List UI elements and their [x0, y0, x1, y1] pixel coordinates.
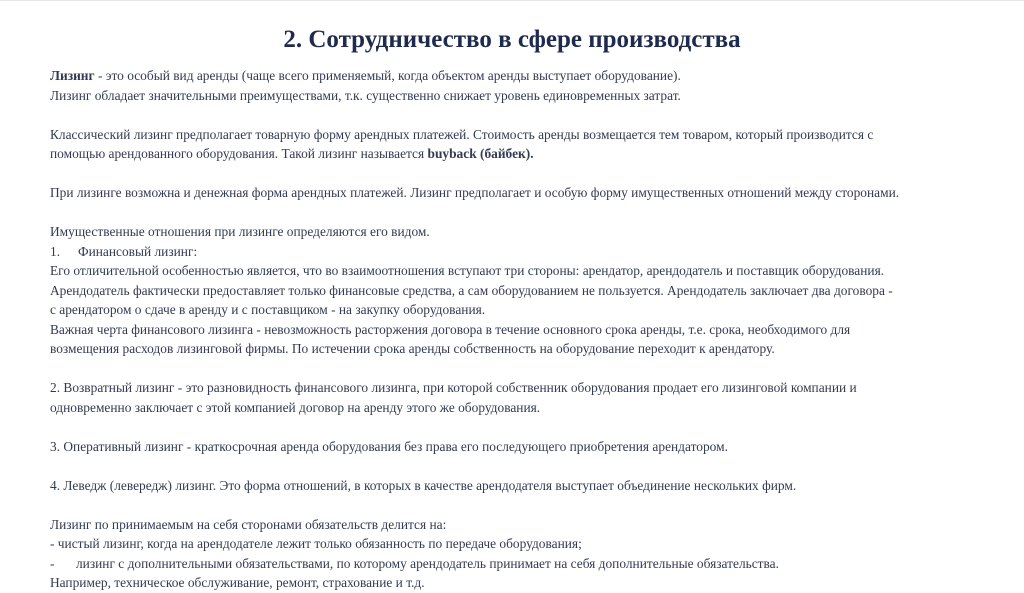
- spacer: [50, 203, 1010, 223]
- spacer: [50, 456, 1010, 476]
- financial-leasing-line-1: Его отличительной особенностью является, что во взаимоотношения вступают три стороны: арендатор, арендодатель и поставщик оборудования.: [50, 263, 885, 278]
- spacer: [50, 417, 1010, 437]
- financial-leasing-line-2: Арендодатель фактически предоставляет только финансовые средства, а сам оборудованием не пользуется. Арендодатель заключает два договора -: [50, 282, 893, 298]
- term-buyback: buyback (байбек).: [427, 146, 534, 161]
- paragraph-example: Например, техническое обслуживание, ремонт, страхование и т.д.: [50, 575, 425, 590]
- spacer: [50, 495, 1010, 515]
- financial-leasing-line-4: Важная черта финансового лизинга - невозможность расторжения договора в течение основного срока аренды, т.е. срока, необходимого для: [50, 321, 851, 337]
- spacer: [50, 105, 1010, 125]
- body-text: [50, 66, 1010, 593]
- spacer: [50, 164, 1010, 184]
- spacer: [50, 359, 1010, 379]
- paragraph-return-leasing-line-2: одновременно заключает с этой компанией договор на аренду этого же оборудования.: [50, 399, 541, 415]
- list-item-text: лизинг с дополнительными обязательствами, по которому арендодатель принимает на себя дополнительные обязательства.: [76, 555, 779, 571]
- classic-leasing-text: помощью арендованного оборудования. Такой лизинг называется: [50, 146, 428, 161]
- paragraph-return-leasing-line-1: 2. Возвратный лизинг - это разновидность финансового лизинга, при которой собственник оборудования продает его лизинговой компании и: [50, 380, 857, 395]
- paragraph-operative-leasing: 3. Оперативный лизинг - краткосрочная аренда оборудования без права его последующего приобретения арендатором.: [50, 438, 728, 454]
- financial-leasing-line-5: возмещения расходов лизинговой фирмы. По истечении срока аренды собственность на оборудование переходит к арендатору.: [50, 341, 775, 356]
- list-item-extended-leasing: [50, 554, 1010, 574]
- list-item-net-leasing: - чистый лизинг, когда на арендодателе лежит только обязанность по передаче оборудования;: [50, 536, 582, 551]
- paragraph-leverage-leasing: 4. Леведж (левередж) лизинг. Это форма отношений, в которых в качестве арендодателя выступает объединение нескольких фирм.: [50, 477, 797, 493]
- paragraph-obligations-intro: Лизинг по принимаемым на себя сторонами обязательств делится на:: [50, 516, 447, 532]
- financial-leasing-line-3: с арендатором о сдаче в аренду и с поставщиком - на закупку оборудования.: [50, 302, 486, 317]
- paragraph-classic-leasing-line-2: [50, 144, 1010, 164]
- page-title: 2. Сотрудничество в сфере производства: [283, 26, 741, 53]
- list-number: 1.: [50, 243, 61, 259]
- list-dash: -: [50, 555, 55, 571]
- paragraph-relations-intro: Имущественные отношения при лизинге определяются его видом.: [50, 224, 430, 239]
- paragraph-leasing-definition-line-1: [50, 66, 1010, 86]
- paragraph-monetary-form: При лизинге возможна и денежная форма арендных платежей. Лизинг предполагает и особую форму имущественных отношений между сторонами.: [50, 185, 900, 200]
- paragraph-classic-leasing-line-1: Классический лизинг предполагает товарную форму арендных платежей. Стоимость аренды возмещается тем товаром, который производится с: [50, 126, 874, 142]
- paragraph-leasing-definition-line-2: Лизинг обладает значительными преимуществами, т.к. существенно снижает уровень единовременных затрат.: [50, 87, 681, 103]
- top-divider: [0, 0, 1024, 1]
- term-leasing: Лизинг: [50, 68, 95, 83]
- list-item-financial-leasing: [50, 242, 1010, 262]
- list-item-label: Финансовый лизинг:: [78, 243, 198, 259]
- definition-text: - это особый вид аренды (чаще всего применяемый, когда объектом аренды выступает оборудование).: [94, 68, 681, 83]
